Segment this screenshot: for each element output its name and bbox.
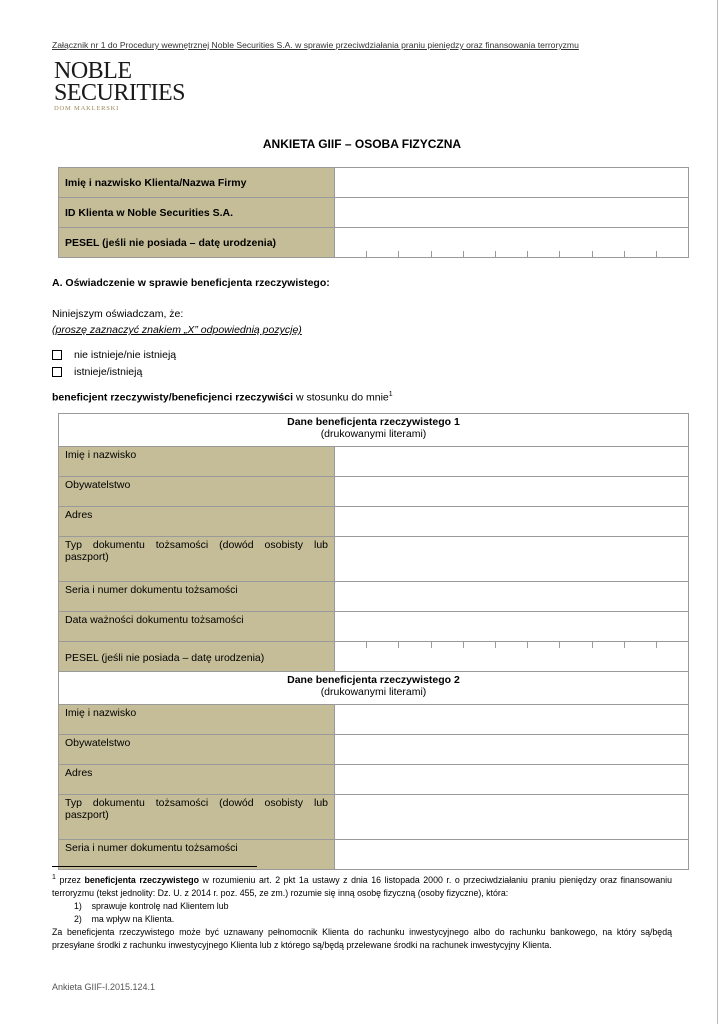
- b2-citizenship-field[interactable]: [335, 735, 689, 765]
- logo-line-2: SECURITIES: [54, 80, 186, 106]
- beneficiary-intro-rest: w stosunku do mnie: [293, 391, 389, 404]
- section-a-heading: A. Oświadczenie w sprawie beneficjenta rzeczywistego:: [52, 277, 330, 289]
- b1-doctype-label: Typ dokumentu tożsamości (dowód osobisty lub paszport): [59, 537, 335, 582]
- b2-docnumber-label: Seria i numer dokumentu tożsamości: [59, 840, 335, 870]
- footnote-item-1: 1) sprawuje kontrolę nad Klientem lub: [74, 900, 229, 911]
- beneficiary-intro: [52, 391, 393, 404]
- footnote-ref: 1: [388, 391, 393, 398]
- footnote-number: 1: [52, 874, 56, 881]
- b1-docnumber-label: Seria i numer dokumentu tożsamości: [59, 582, 335, 612]
- b2-address-label: Adres: [59, 765, 335, 795]
- client-row-id: [59, 198, 689, 228]
- client-row-name: [59, 168, 689, 198]
- b1-name-field[interactable]: [335, 447, 689, 477]
- footnote-pre: przez: [55, 874, 85, 885]
- noble-securities-logo: [54, 60, 185, 112]
- option-exists[interactable]: [52, 366, 142, 378]
- b1-pesel-label: PESEL (jeśli nie posiada – datę urodzenia): [59, 642, 335, 672]
- logo-line-1: NOBLE: [54, 58, 132, 84]
- client-name-field[interactable]: [335, 168, 689, 198]
- client-id-field[interactable]: [335, 198, 689, 228]
- declaration-hint: (proszę zaznaczyć znakiem „X” odpowiednią pozycję): [52, 324, 302, 336]
- declaration-text: Niniejszym oświadczam, że:: [52, 308, 184, 320]
- b1-docexpiry-field[interactable]: [335, 612, 689, 642]
- beneficiary-2-header: [59, 672, 689, 705]
- footnote: [52, 871, 672, 952]
- checkbox-icon[interactable]: [52, 367, 62, 377]
- beneficiary-2-title: Dane beneficjenta rzeczywistego 2: [287, 674, 460, 686]
- footnote-text: [52, 871, 672, 900]
- b2-name-label: Imię i nazwisko: [59, 705, 335, 735]
- beneficiary-table: [58, 413, 689, 870]
- option-not-exists[interactable]: [52, 349, 176, 361]
- b1-address-label: Adres: [59, 507, 335, 537]
- footnote-item-2: 2) ma wpływ na Klienta.: [74, 913, 175, 924]
- footnote-bold: beneficjenta rzeczywistego: [84, 874, 199, 885]
- beneficiary-1-title: Dane beneficjenta rzeczywistego 1: [287, 416, 460, 428]
- b1-address-field[interactable]: [335, 507, 689, 537]
- checkbox-icon[interactable]: [52, 350, 62, 360]
- footnote-separator: [52, 866, 257, 867]
- b2-doctype-field[interactable]: [335, 795, 689, 840]
- footnote-body: w rozumieniu art. 2 pkt 1a ustawy z dnia 16 listopada 2000 r. o przeciwdziałaniu praniu pieniędzy oraz finansowaniu terroryzmu (tekst jednolity: Dz. U. z 2014 r. poz. 455, ze zm.) rozumie się inną osobę fizyczną (osoby fizyczne), która:: [52, 874, 672, 898]
- footer-form-code: Ankieta GIIF-I.2015.124.1: [52, 982, 156, 992]
- b2-doctype-label: Typ dokumentu tożsamości (dowód osobisty lub paszport): [59, 795, 335, 840]
- footnote-closing: Za beneficjenta rzeczywistego może być uznawany pełnomocnik Klienta do rachunku inwestycyjnego albo do rachunku bankowego, na który są/będą przesyłane środki z rachunku inwestycyjnego Klienta lub z którego są/będą przelewane środki na rachunek inwestycyjny Klienta.: [52, 926, 672, 950]
- beneficiary-1-header: [59, 414, 689, 447]
- b1-docnumber-field[interactable]: [335, 582, 689, 612]
- b1-name-label: Imię i nazwisko: [59, 447, 335, 477]
- client-id-label: ID Klienta w Noble Securities S.A.: [59, 198, 335, 228]
- beneficiary-2-subtitle: (drukowanymi literami): [320, 686, 427, 698]
- beneficiary-1-subtitle: (drukowanymi literami): [320, 428, 427, 440]
- b2-address-field[interactable]: [335, 765, 689, 795]
- logo-subtitle: DOM MAKLERSKI: [54, 105, 120, 112]
- b1-pesel-field[interactable]: [335, 642, 689, 672]
- beneficiary-intro-bold: beneficjent rzeczywisty/beneficjenci rzeczywiści: [52, 391, 294, 404]
- b1-citizenship-label: Obywatelstwo: [59, 477, 335, 507]
- option-not-exists-label: nie istnieje/nie istnieją: [74, 349, 177, 361]
- client-name-label: Imię i nazwisko Klienta/Nazwa Firmy: [59, 168, 335, 198]
- pesel-digit-ticks: [335, 642, 688, 648]
- b2-name-field[interactable]: [335, 705, 689, 735]
- header-note: Załącznik nr 1 do Procedury wewnętrznej Noble Securities S.A. w sprawie przeciwdziałania praniu pieniędzy oraz finansowania terroryzmu: [52, 40, 579, 50]
- option-exists-label: istnieje/istnieją: [74, 366, 143, 378]
- document-title: ANKIETA GIIF – OSOBA FIZYCZNA: [262, 137, 462, 151]
- b1-doctype-field[interactable]: [335, 537, 689, 582]
- page-edge-rule: [717, 0, 718, 1024]
- b1-citizenship-field[interactable]: [335, 477, 689, 507]
- client-row-pesel: [59, 228, 689, 258]
- b2-docnumber-field[interactable]: [335, 840, 689, 870]
- client-pesel-field[interactable]: [335, 228, 689, 258]
- pesel-digit-ticks: [335, 251, 688, 257]
- b1-docexpiry-label: Data ważności dokumentu tożsamości: [59, 612, 335, 642]
- client-pesel-label: PESEL (jeśli nie posiada – datę urodzenia): [59, 228, 335, 258]
- b2-citizenship-label: Obywatelstwo: [59, 735, 335, 765]
- client-id-table: [58, 167, 689, 258]
